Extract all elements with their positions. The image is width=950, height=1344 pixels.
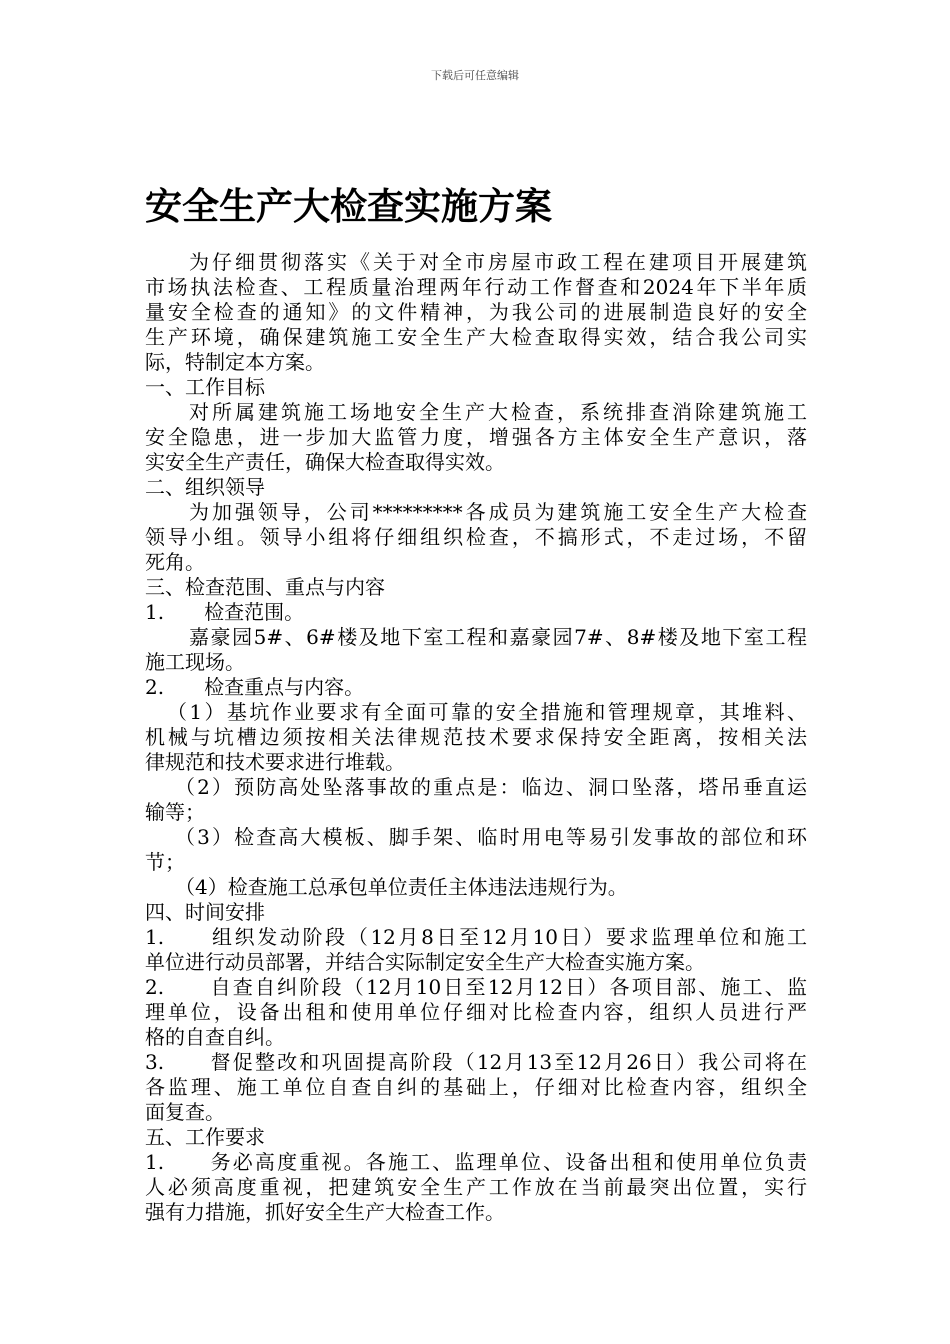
text-line: 面复查。 <box>145 1100 225 1124</box>
text-line: （2）预防高处坠落事故的重点是：临边、洞口坠落，塔吊垂直运 <box>175 775 807 799</box>
text-line: 输等； <box>145 800 205 824</box>
text-line: 五、工作要求 <box>145 1125 265 1149</box>
document-title: 安全生产大检查实施方案 <box>145 185 552 228</box>
text-line: 格的自查自纠。 <box>145 1025 285 1049</box>
text-line: 1. 务必高度重视。各施工、监理单位、设备出租和使用单位负责 <box>145 1150 807 1174</box>
text-line: 为加强领导，公司*********各成员为建筑施工安全生产大检查 <box>189 500 807 524</box>
text-line: 实安全生产责任，确保大检查取得实效。 <box>145 450 505 474</box>
text-line: 三、检查范围、重点与内容 <box>145 575 385 599</box>
text-line: 1. 组织发动阶段（12月8日至12月10日）要求监理单位和施工 <box>145 925 807 949</box>
text-line: 律规范和技术要求进行堆载。 <box>145 750 405 774</box>
text-line: 各监理、施工单位自查自纠的基础上，仔细对比检查内容，组织全 <box>145 1075 807 1099</box>
text-line: 嘉豪园5#、6#楼及地下室工程和嘉豪园7#、8#楼及地下室工程 <box>189 625 807 649</box>
text-line: 对所属建筑施工场地安全生产大检查，系统排查消除建筑施工 <box>189 400 807 424</box>
text-line: 生产环境，确保建筑施工安全生产大检查取得实效，结合我公司实 <box>145 325 807 349</box>
text-line: 机械与坑槽边须按相关法律规范技术要求保持安全距离，按相关法 <box>145 725 807 749</box>
text-line: 2. 自查自纠阶段（12月10日至12月12日）各项目部、施工、监 <box>145 975 807 999</box>
text-line: 1. 检查范围。 <box>145 600 305 624</box>
text-line: 领导小组。领导小组将仔细组织检查，不搞形式，不走过场，不留 <box>145 525 807 549</box>
text-line: （1）基坑作业要求有全面可靠的安全措施和管理规章，其堆料、 <box>167 700 807 724</box>
text-line: 际，特制定本方案。 <box>145 350 325 374</box>
text-line: （4）检查施工总承包单位责任主体违法违规行为。 <box>175 875 628 899</box>
text-line: 四、时间安排 <box>145 900 265 924</box>
text-line: （3）检查高大模板、脚手架、临时用电等易引发事故的部位和环 <box>175 825 807 849</box>
text-line: 量安全检查的通知》的文件精神，为我公司的进展制造良好的安全 <box>145 300 807 324</box>
text-line: 节； <box>145 850 185 874</box>
text-line: 强有力措施，抓好安全生产大检查工作。 <box>145 1200 505 1224</box>
text-line: 市场执法检查、工程质量治理两年行动工作督查和2024年下半年质 <box>145 275 807 299</box>
text-line: 二、组织领导 <box>145 475 265 499</box>
text-line: 安全隐患，进一步加大监管力度，增强各方主体安全生产意识，落 <box>145 425 807 449</box>
text-line: 2. 检查重点与内容。 <box>145 675 365 699</box>
text-line: 单位进行动员部署，并结合实际制定安全生产大检查实施方案。 <box>145 950 705 974</box>
text-line: 一、工作目标 <box>145 375 265 399</box>
text-line: 理单位，设备出租和使用单位仔细对比检查内容，组织人员进行严 <box>145 1000 807 1024</box>
text-line: 死角。 <box>145 550 205 574</box>
header-note: 下载后可任意编辑 <box>431 69 519 82</box>
text-line: 为仔细贯彻落实《关于对全市房屋市政工程在建项目开展建筑 <box>189 250 807 274</box>
text-line: 3. 督促整改和巩固提高阶段（12月13至12月26日）我公司将在 <box>145 1050 807 1074</box>
document-body <box>145 250 807 1225</box>
text-line: 施工现场。 <box>145 650 245 674</box>
text-line: 人必须高度重视，把建筑安全生产工作放在当前最突出位置，实行 <box>145 1175 807 1199</box>
